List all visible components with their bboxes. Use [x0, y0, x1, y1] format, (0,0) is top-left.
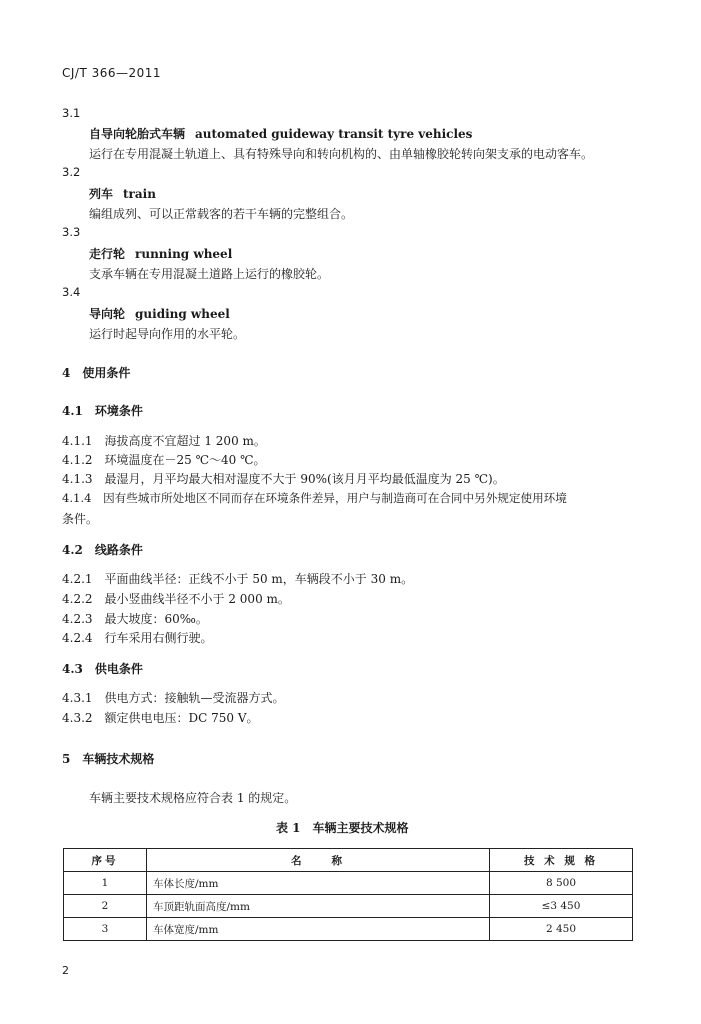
- page-number: 2: [62, 964, 69, 977]
- term-definition: 支承车辆在专用混凝土道路上运行的橡胶轮。: [89, 267, 330, 281]
- table-cell: 车体宽度/mm: [147, 918, 490, 941]
- document-header: CJ/T 366—2011: [62, 66, 162, 80]
- term-definition: 编组成列、可以正常载客的若干车辆的完整组合。: [89, 207, 354, 221]
- clause-item: 4.1.3 最湿月，月平均最大相对湿度不大于 90%(该月月平均最低温度为 25 ℃)。: [62, 472, 505, 486]
- table-cell: 1: [64, 872, 147, 895]
- table-row: [64, 872, 633, 895]
- subsection-heading: 4.1 环境条件: [62, 404, 143, 418]
- table-cell: 8 500: [490, 872, 633, 895]
- subsection-heading: 4.2 线路条件: [62, 543, 143, 557]
- term-number: 3.4: [62, 285, 81, 299]
- term-title: [89, 185, 156, 202]
- term-en: running wheel: [135, 247, 233, 261]
- term-definition: 运行在专用混凝土轨道上、具有特殊导向和转向机构的、由单轴橡胶轮转向架支承的电动客车。: [89, 147, 594, 161]
- term-zh: 导向轮: [89, 307, 126, 321]
- term-title: [89, 305, 230, 322]
- table-cell: 车顶距轨面高度/mm: [147, 895, 490, 918]
- paragraph: 车辆主要技术规格应符合表 1 的规定。: [89, 791, 297, 805]
- term-number: 3.1: [62, 106, 81, 120]
- term-title: [89, 245, 232, 262]
- table-cell: 车体长度/mm: [147, 872, 490, 895]
- clause-item: 4.2.3 最大坡度：60‰。: [62, 612, 208, 626]
- column-header: 名 称: [147, 849, 490, 872]
- clause-item: 4.1.4 因有些城市所处地区不同而存在环境条件差异，用户与制造商可在合同中另外规定使用环境: [62, 491, 567, 505]
- clause-item: 4.2.4 行车采用右侧行驶。: [62, 631, 213, 645]
- clause-item: 4.1.2 环境温度在－25 ℃～40 ℃。: [62, 453, 266, 467]
- subsection-heading: 4.3 供电条件: [62, 662, 143, 676]
- term-definition: 运行时起导向作用的水平轮。: [89, 327, 246, 341]
- term-en: guiding wheel: [135, 307, 230, 321]
- term-number: 3.3: [62, 225, 81, 239]
- clause-item: 4.3.2 额定供电电压：DC 750 V。: [62, 711, 259, 725]
- table-cell: 2 450: [490, 918, 633, 941]
- term-en: automated guideway transit tyre vehicles: [195, 127, 473, 141]
- clause-item: 4.2.2 最小竖曲线半径不小于 2 000 m。: [62, 592, 290, 606]
- column-header: 序号: [64, 849, 147, 872]
- section-heading: 5 车辆技术规格: [62, 752, 155, 766]
- table-cell: ≤3 450: [490, 895, 633, 918]
- term-title: [89, 125, 472, 142]
- table-row: [64, 895, 633, 918]
- term-number: 3.2: [62, 165, 81, 179]
- section-heading: 4 使用条件: [62, 366, 131, 380]
- table-row: [64, 918, 633, 941]
- table-caption: 表 1 车辆主要技术规格: [276, 821, 409, 835]
- table-cell: 2: [64, 895, 147, 918]
- term-en: train: [123, 187, 156, 201]
- clause-item: 4.2.1 平面曲线半径：正线不小于 50 m，车辆段不小于 30 m。: [62, 572, 414, 586]
- term-zh: 走行轮: [89, 247, 126, 261]
- clause-item-continuation: 条件。: [62, 512, 99, 526]
- table-cell: 3: [64, 918, 147, 941]
- table-header-row: [64, 849, 633, 872]
- term-zh: 自导向轮胎式车辆: [89, 127, 186, 141]
- column-header: 技 术 规 格: [490, 849, 633, 872]
- term-zh: 列车: [89, 187, 114, 201]
- clause-item: 4.1.1 海拔高度不宜超过 1 200 m。: [62, 434, 266, 448]
- clause-item: 4.3.1 供电方式：接触轨—受流器方式。: [62, 691, 285, 705]
- spec-table: [63, 848, 633, 941]
